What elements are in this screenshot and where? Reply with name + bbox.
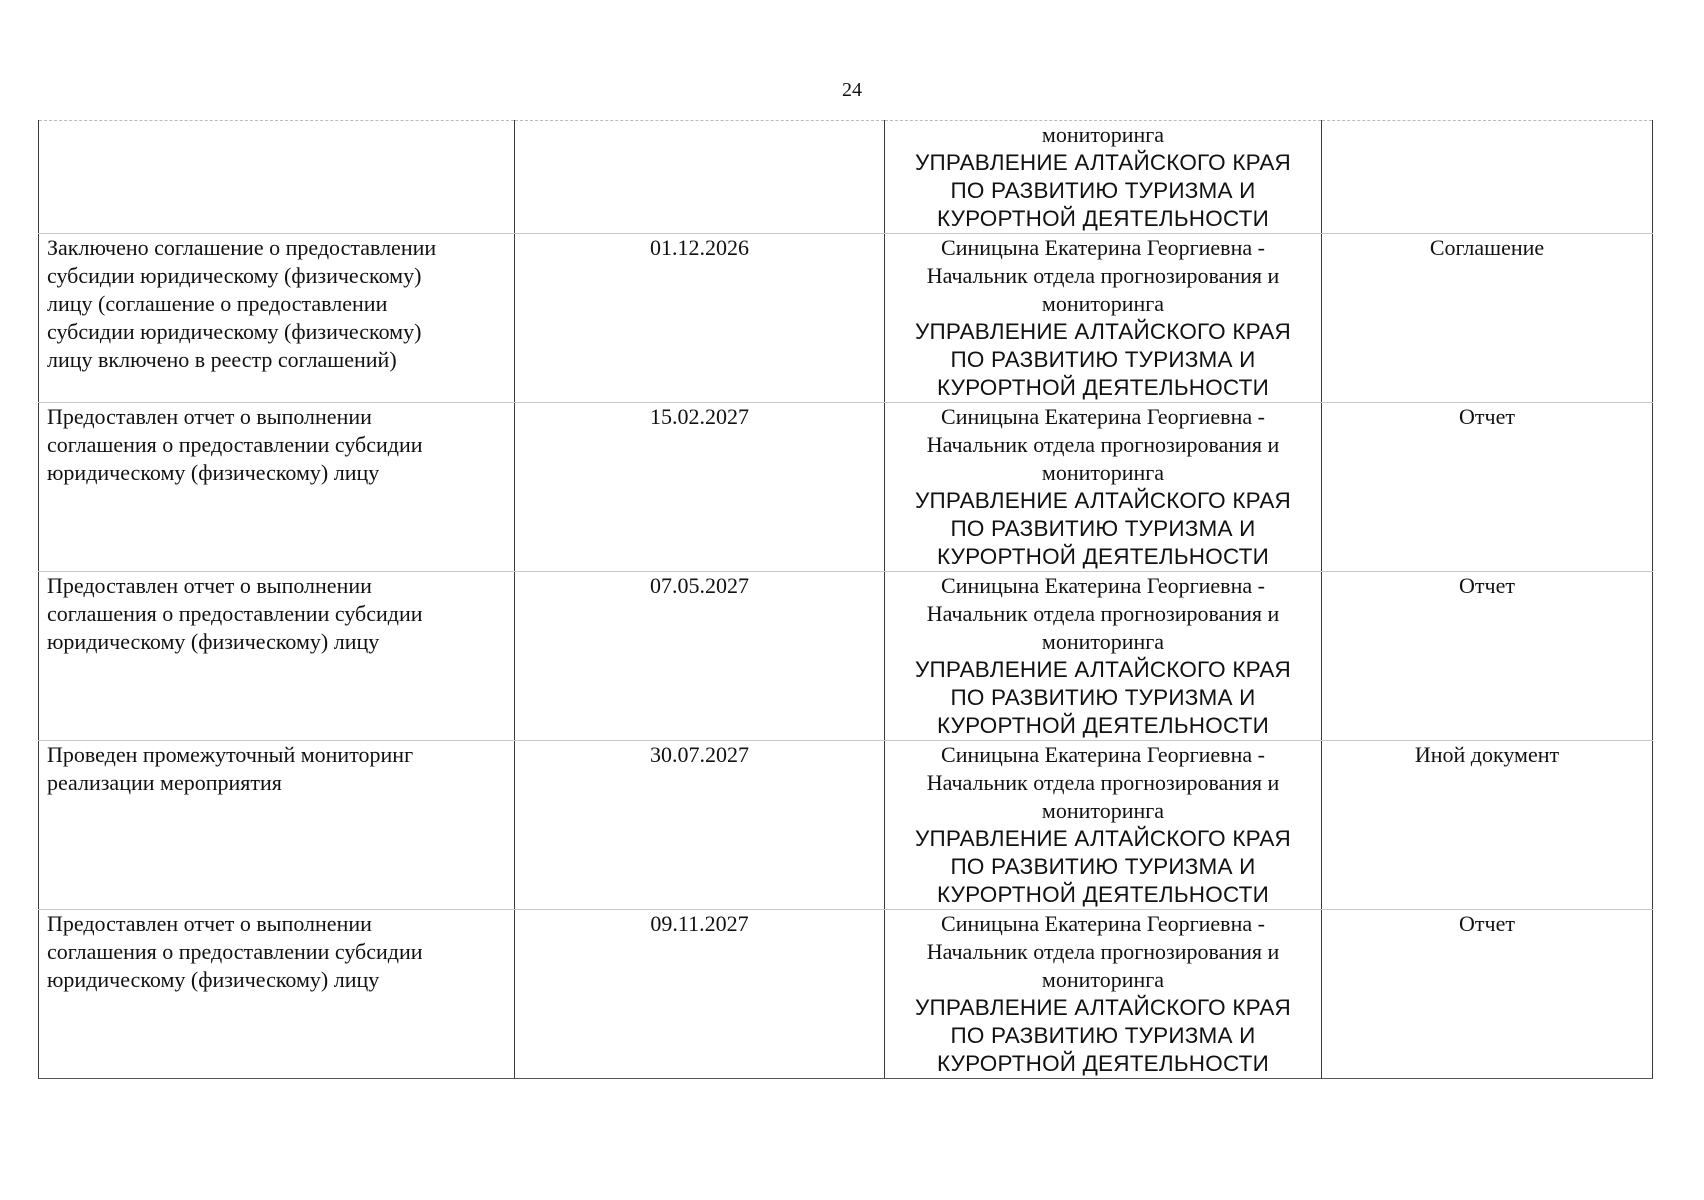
org-line: УПРАВЛЕНИЕ АЛТАЙСКОГО КРАЯ — [915, 319, 1291, 344]
org-line: ПО РАЗВИТИЮ ТУРИЗМА И — [950, 854, 1256, 879]
responsible-line: Синицына Екатерина Георгиевна - — [941, 404, 1265, 429]
date-cell: 01.12.2026 — [515, 234, 885, 403]
org-line: КУРОРТНОЙ ДЕЯТЕЛЬНОСТИ — [937, 713, 1269, 738]
org-line: КУРОРТНОЙ ДЕЯТЕЛЬНОСТИ — [937, 206, 1269, 231]
org-line: ПО РАЗВИТИЮ ТУРИЗМА И — [950, 1023, 1256, 1048]
responsible-line: Синицына Екатерина Георгиевна - — [941, 911, 1265, 936]
date-cell — [515, 121, 885, 234]
event-line: Предоставлен отчет о выполнении — [47, 911, 372, 936]
responsible-cell — [885, 121, 1322, 234]
event-line: реализации мероприятия — [47, 770, 282, 795]
date-cell: 07.05.2027 — [515, 572, 885, 741]
event-line: субсидии юридическому (физическому) — [47, 319, 422, 344]
responsible-line: Начальник отдела прогнозирования и — [926, 770, 1280, 795]
responsible-line: Синицына Екатерина Георгиевна - — [941, 235, 1265, 260]
table-row — [39, 234, 1653, 403]
responsible-cell — [885, 572, 1322, 741]
event-line: Проведен промежуточный мониторинг — [47, 742, 414, 767]
table-row — [39, 403, 1653, 572]
table-row — [39, 910, 1653, 1079]
date-cell: 09.11.2027 — [515, 910, 885, 1079]
responsible-line: Синицына Екатерина Георгиевна - — [941, 742, 1265, 767]
responsible-line: мониторинга — [1041, 460, 1165, 485]
table-row — [39, 572, 1653, 741]
event-cell — [39, 572, 515, 741]
org-line: УПРАВЛЕНИЕ АЛТАЙСКОГО КРАЯ — [915, 995, 1291, 1020]
event-cell — [39, 121, 515, 234]
event-line: соглашения о предоставлении субсидии — [47, 432, 423, 457]
responsible-cell — [885, 741, 1322, 910]
event-line: лицу включено в реестр соглашений) — [47, 347, 397, 372]
responsible-line: Начальник отдела прогнозирования и — [926, 432, 1280, 457]
org-line: УПРАВЛЕНИЕ АЛТАЙСКОГО КРАЯ — [915, 150, 1291, 175]
org-line: ПО РАЗВИТИЮ ТУРИЗМА И — [950, 347, 1256, 372]
responsible-line: мониторинга — [1041, 967, 1165, 992]
document-cell: Отчет — [1322, 910, 1653, 1079]
org-line: УПРАВЛЕНИЕ АЛТАЙСКОГО КРАЯ — [915, 657, 1291, 682]
org-line: УПРАВЛЕНИЕ АЛТАЙСКОГО КРАЯ — [915, 826, 1291, 851]
document-cell: Отчет — [1322, 403, 1653, 572]
date-cell: 30.07.2027 — [515, 741, 885, 910]
event-cell — [39, 234, 515, 403]
event-line: лицу (соглашение о предоставлении — [47, 291, 388, 316]
event-cell — [39, 910, 515, 1079]
responsible-cell — [885, 234, 1322, 403]
event-cell — [39, 403, 515, 572]
org-line: КУРОРТНОЙ ДЕЯТЕЛЬНОСТИ — [937, 375, 1269, 400]
responsible-line: Начальник отдела прогнозирования и — [926, 263, 1280, 288]
responsible-line: мониторинга — [1041, 798, 1165, 823]
document-cell: Иной документ — [1322, 741, 1653, 910]
table-row-continuation — [39, 121, 1653, 234]
event-line: юридическому (физическому) лицу — [47, 460, 380, 485]
responsible-line: мониторинга — [1041, 122, 1165, 147]
event-line: Предоставлен отчет о выполнении — [47, 404, 372, 429]
responsible-cell — [885, 910, 1322, 1079]
org-line: ПО РАЗВИТИЮ ТУРИЗМА И — [950, 516, 1256, 541]
event-line: Заключено соглашение о предоставлении — [47, 235, 437, 260]
responsible-line: Синицына Екатерина Георгиевна - — [941, 573, 1265, 598]
responsible-line: Начальник отдела прогнозирования и — [926, 939, 1280, 964]
org-line: КУРОРТНОЙ ДЕЯТЕЛЬНОСТИ — [937, 1051, 1269, 1076]
document-cell: Отчет — [1322, 572, 1653, 741]
page-number: 24 — [842, 79, 862, 101]
event-line: Предоставлен отчет о выполнении — [47, 573, 372, 598]
document-cell — [1322, 121, 1653, 234]
responsible-line: Начальник отдела прогнозирования и — [926, 601, 1280, 626]
event-cell — [39, 741, 515, 910]
event-line: соглашения о предоставлении субсидии — [47, 601, 423, 626]
event-line: юридическому (физическому) лицу — [47, 967, 380, 992]
document-cell: Соглашение — [1322, 234, 1653, 403]
org-line: УПРАВЛЕНИЕ АЛТАЙСКОГО КРАЯ — [915, 488, 1291, 513]
org-line: ПО РАЗВИТИЮ ТУРИЗМА И — [950, 685, 1256, 710]
control-points-table — [38, 120, 1653, 1079]
date-cell: 15.02.2027 — [515, 403, 885, 572]
event-line: соглашения о предоставлении субсидии — [47, 939, 423, 964]
org-line: КУРОРТНОЙ ДЕЯТЕЛЬНОСТИ — [937, 544, 1269, 569]
responsible-cell — [885, 403, 1322, 572]
responsible-line: мониторинга — [1041, 629, 1165, 654]
responsible-line: мониторинга — [1041, 291, 1165, 316]
org-line: КУРОРТНОЙ ДЕЯТЕЛЬНОСТИ — [937, 882, 1269, 907]
org-line: ПО РАЗВИТИЮ ТУРИЗМА И — [950, 178, 1256, 203]
table-row — [39, 741, 1653, 910]
event-line: субсидии юридическому (физическому) — [47, 263, 422, 288]
event-line: юридическому (физическому) лицу — [47, 629, 380, 654]
